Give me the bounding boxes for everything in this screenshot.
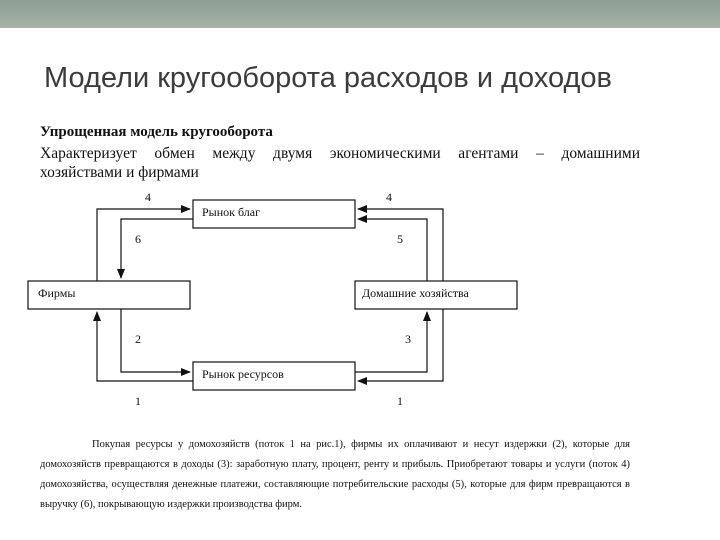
caption-text: Покупая ресурсы у домохозяйств (поток 1 на рис.1), фирмы их оплачивают и несут издержки (2), которые для домохозяйств превращаются в доходы (3): заработную плату, процент, ренту и прибыль. Приобретают товары и услуги (поток 4) домохозяйства, осуществляя денежные платежи, составляющие потребительские расходы (5), которые для фирм превращаются в выручку (6), покрывающую издержки производства фирм.	[40, 439, 630, 510]
flow-4-right-number: 4	[386, 190, 392, 204]
households-label: Домашние хозяйства	[362, 286, 469, 300]
flow-1-right-number: 1	[397, 394, 403, 408]
flow-4-left-number: 4	[145, 190, 151, 204]
flow-3-number: 3	[405, 332, 411, 346]
flow-6-arrow	[121, 219, 193, 278]
flow-6-number: 6	[135, 232, 141, 246]
description-line-2: хозяйствами и фирмами	[40, 164, 199, 181]
diagram-subtitle: Упрощенная модель кругооборота	[40, 124, 273, 140]
figure-caption	[40, 435, 630, 515]
flow-5-arrow	[358, 219, 427, 281]
firms-label: Фирмы	[38, 286, 76, 300]
flow-1-right-arrow	[358, 309, 443, 381]
flow-2-number: 2	[135, 332, 141, 346]
slide-title: Модели кругооборота расходов и доходов	[44, 62, 612, 94]
resource-market-label: Рынок ресурсов	[202, 367, 284, 381]
goods-market-label: Рынок благ	[202, 205, 261, 219]
flow-1-left-number: 1	[135, 394, 141, 408]
flow-5-number: 5	[397, 232, 403, 246]
flow-4-left-arrow	[97, 209, 190, 281]
flow-2-arrow	[121, 309, 190, 372]
flow-1-left-arrow	[97, 312, 193, 381]
description-line-1: Характеризует обмен между двумя экономическими агентами – домашними	[40, 145, 640, 162]
flow-3-arrow	[355, 312, 427, 372]
